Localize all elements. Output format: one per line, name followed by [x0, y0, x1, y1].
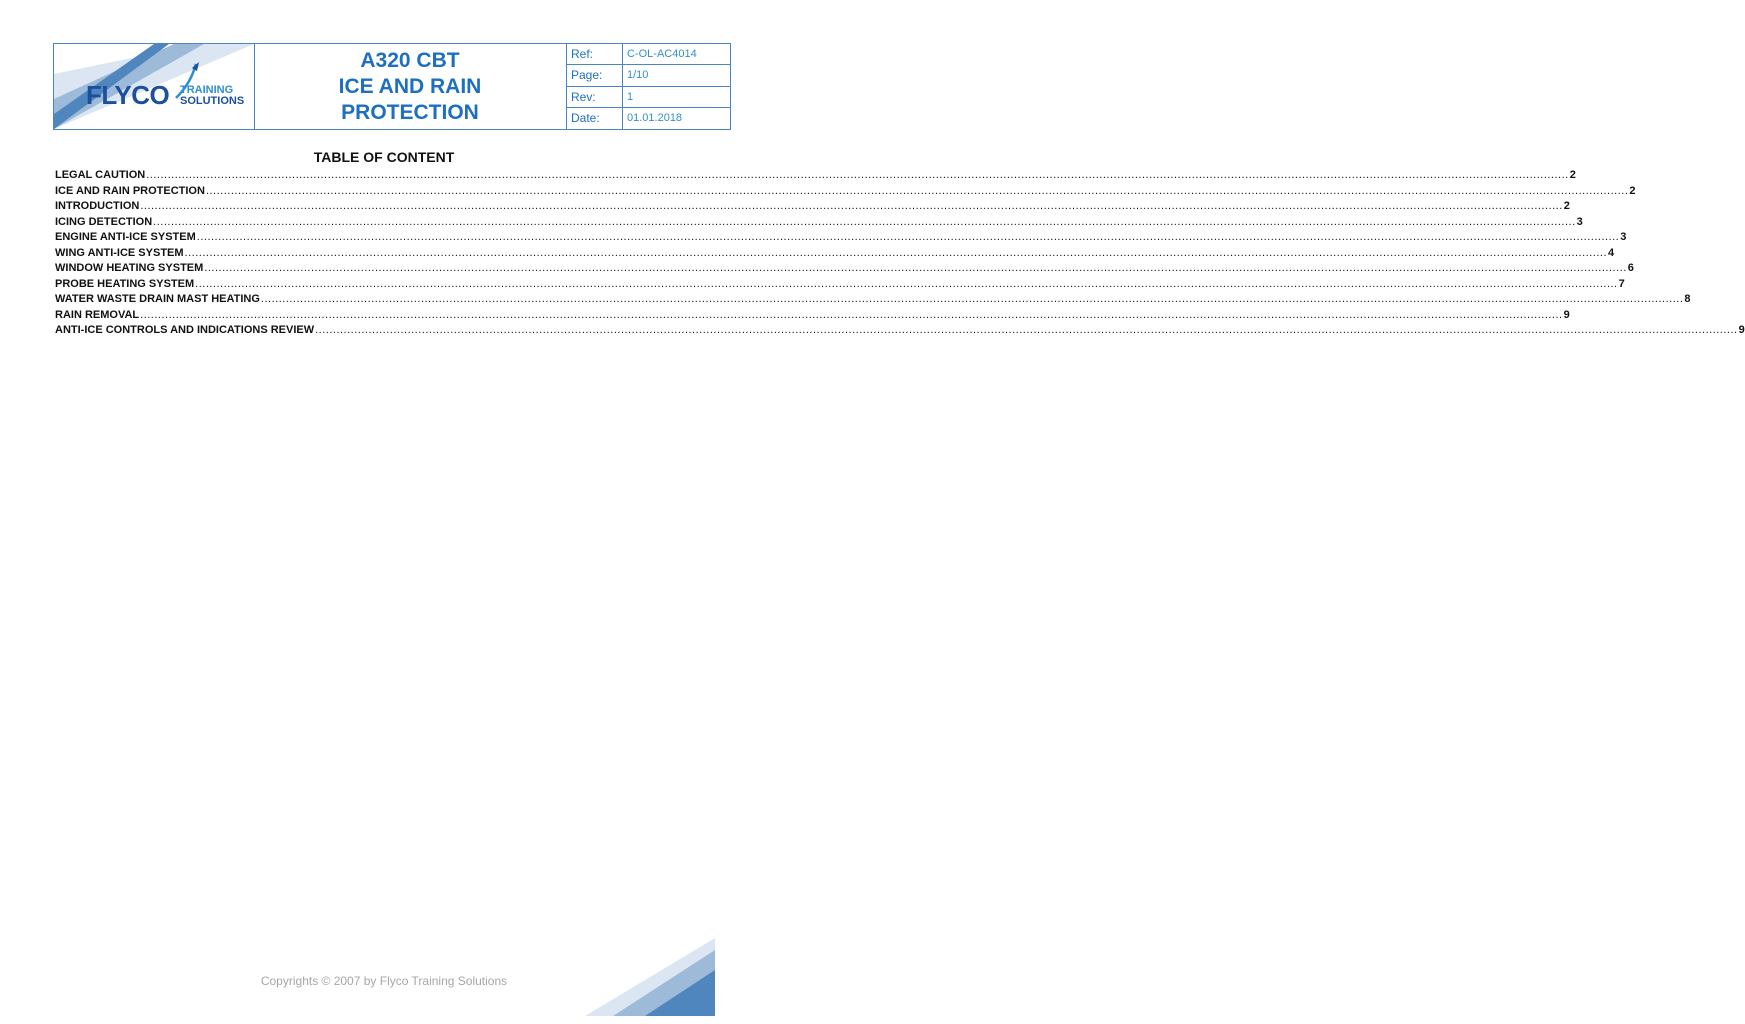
toc-entry-title: ENGINE ANTI-ICE SYSTEM	[55, 231, 196, 243]
table-of-contents	[55, 168, 1745, 339]
toc-entry[interactable]	[55, 246, 1615, 262]
toc-entry-page: 2	[1569, 169, 1576, 181]
meta-value: 01.01.2018	[627, 111, 683, 124]
toc-leader-dots: ................................................................................................................................................................................................................................................................................................................................................................................................................	[205, 184, 1629, 197]
toc-entry[interactable]	[55, 323, 1745, 339]
footer-decoration	[585, 938, 715, 1016]
meta-row-rev	[566, 87, 730, 108]
meta-value: 1	[627, 90, 634, 103]
toc-leader-dots: ................................................................................................................................................................................................................................................................................................................................................................................................................	[146, 169, 1569, 181]
document-title	[254, 44, 567, 129]
toc-entry[interactable]	[55, 199, 1570, 215]
toc-entry-page: 6	[1627, 262, 1634, 274]
toc-leader-dots: ................................................................................................................................................................................................................................................................................................................................................................................................................	[195, 277, 1618, 290]
toc-leader-dots: ................................................................................................................................................................................................................................................................................................................................................................................................................	[204, 262, 1627, 274]
logo-subtitle	[180, 85, 244, 107]
toc-leader-dots: ................................................................................................................................................................................................................................................................................................................................................................................................................	[260, 293, 1684, 305]
logo-brand-text: FLYCO	[86, 80, 170, 110]
toc-leader-dots: ................................................................................................................................................................................................................................................................................................................................................................................................................	[184, 246, 1608, 259]
logo-sub-solutions: SOLUTIONS	[180, 95, 245, 107]
toc-entry[interactable]	[55, 184, 1636, 200]
toc-entry[interactable]	[55, 277, 1625, 293]
toc-leader-dots: ................................................................................................................................................................................................................................................................................................................................................................................................................	[140, 200, 1563, 212]
toc-leader-dots: ................................................................................................................................................................................................................................................................................................................................................................................................................	[153, 215, 1576, 228]
title-line-3: PROTECTION	[341, 100, 479, 124]
toc-entry-page: 4	[1608, 246, 1615, 259]
document-meta-table	[566, 44, 730, 129]
footer-copyright: Copyrights © 2007 by Flyco Training Solutions	[260, 974, 508, 988]
toc-entry-page: 2	[1563, 200, 1570, 212]
toc-entry-title: WATER WASTE DRAIN MAST HEATING	[55, 293, 260, 305]
meta-row-date	[566, 108, 730, 129]
toc-entry-page: 9	[1738, 324, 1745, 336]
toc-entry-title: LEGAL CAUTION	[55, 169, 146, 181]
meta-label: Page:	[566, 65, 623, 85]
meta-label: Date:	[566, 108, 623, 129]
title-line-1: A320 CBT	[360, 48, 460, 72]
toc-entry[interactable]	[55, 215, 1583, 231]
logo-cell	[54, 44, 255, 129]
toc-entry-title: INTRODUCTION	[55, 200, 140, 212]
flyco-logo	[86, 72, 256, 116]
meta-value: C-OL-AC4014	[627, 48, 697, 60]
toc-entry-page: 8	[1684, 293, 1691, 305]
meta-value: 1/10	[627, 69, 649, 82]
toc-entry-title: ICING DETECTION	[55, 215, 153, 228]
toc-entry-title: WINDOW HEATING SYSTEM	[55, 262, 204, 274]
toc-entry-title: ICE AND RAIN PROTECTION	[55, 184, 205, 197]
toc-entry-title: ANTI-ICE CONTROLS AND INDICATIONS REVIEW	[55, 324, 315, 336]
toc-entry[interactable]	[55, 308, 1570, 324]
toc-entry-title: PROBE HEATING SYSTEM	[55, 277, 195, 290]
meta-label: Rev:	[566, 87, 623, 107]
toc-entry-page: 2	[1629, 184, 1636, 197]
toc-leader-dots: ................................................................................................................................................................................................................................................................................................................................................................................................................	[140, 308, 1563, 321]
title-line-2: ICE AND RAIN	[338, 74, 482, 98]
toc-entry[interactable]	[55, 230, 1627, 246]
toc-entry-title: WING ANTI-ICE SYSTEM	[55, 246, 184, 259]
toc-entry[interactable]	[55, 261, 1634, 277]
meta-label: Ref:	[566, 44, 623, 64]
document-header	[53, 43, 731, 130]
toc-entry[interactable]	[55, 292, 1691, 308]
toc-entry-page: 7	[1618, 277, 1625, 290]
toc-title: TABLE OF CONTENT	[313, 149, 455, 165]
toc-leader-dots: ................................................................................................................................................................................................................................................................................................................................................................................................................	[196, 231, 1620, 243]
logo-sub-training: TRAINING	[180, 84, 234, 96]
meta-row-ref	[566, 44, 730, 65]
toc-entry-page: 3	[1620, 231, 1627, 243]
toc-leader-dots: ................................................................................................................................................................................................................................................................................................................................................................................................................	[315, 324, 1738, 336]
meta-row-page	[566, 65, 730, 86]
toc-entry-page: 3	[1576, 215, 1583, 228]
toc-entry-title: RAIN REMOVAL	[55, 308, 140, 321]
toc-entry[interactable]	[55, 168, 1576, 184]
toc-entry-page: 9	[1563, 308, 1570, 321]
